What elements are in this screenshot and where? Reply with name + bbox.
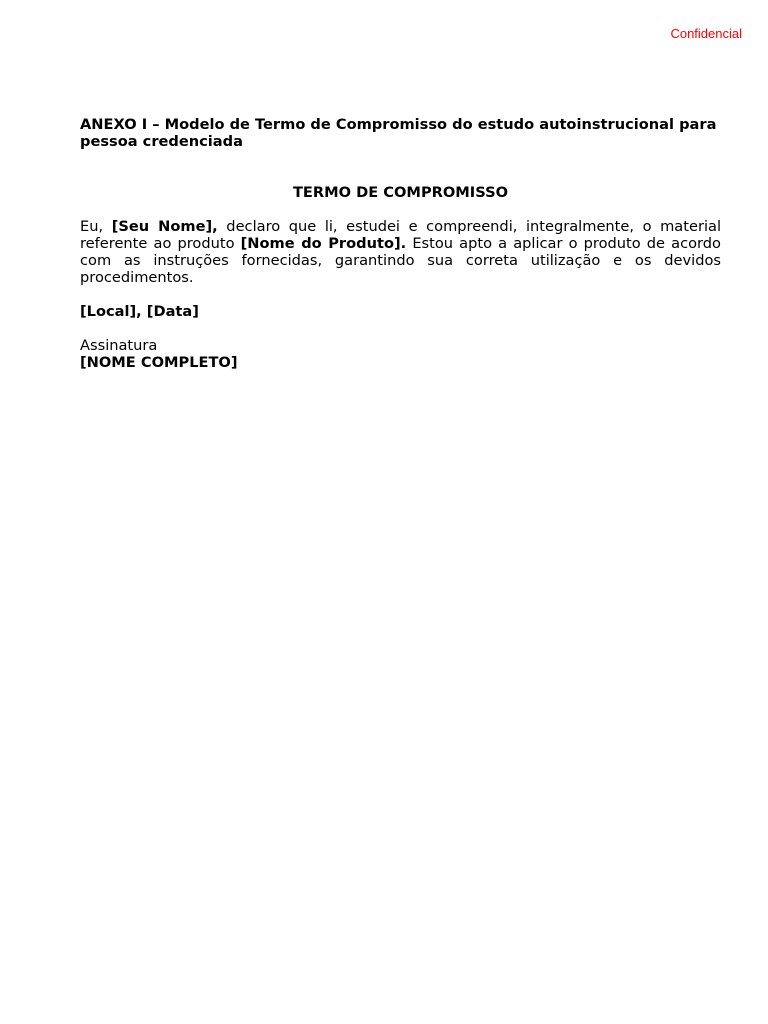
name-placeholder: [Seu Nome],: [111, 218, 218, 235]
declaration-text-part3: Estou apto a aplicar o produto de acordo com as instruções fornecidas, garantindo sua correta utilização e os devidos procedimentos.: [80, 235, 721, 286]
product-placeholder: [Nome do Produto].: [240, 235, 407, 252]
place-date: [Local], [Data]: [80, 303, 199, 320]
declaration-text-part2: declaro que li, estudei e compreendi, integralmente, o material referente ao produto: [80, 218, 722, 252]
confidential-label: Confidencial: [670, 26, 742, 41]
signature-label: Assinatura: [80, 337, 158, 354]
term-title: TERMO DE COMPROMISSO: [292, 184, 509, 201]
annex-title: ANEXO I – Modelo de Termo de Compromisso do estudo autoinstrucional para pessoa credenciada: [80, 116, 717, 150]
declaration-text-part1: Eu,: [80, 218, 112, 235]
document-body: [80, 116, 721, 371]
full-name-placeholder: [NOME COMPLETO]: [80, 354, 238, 371]
declaration-paragraph: [80, 218, 721, 286]
